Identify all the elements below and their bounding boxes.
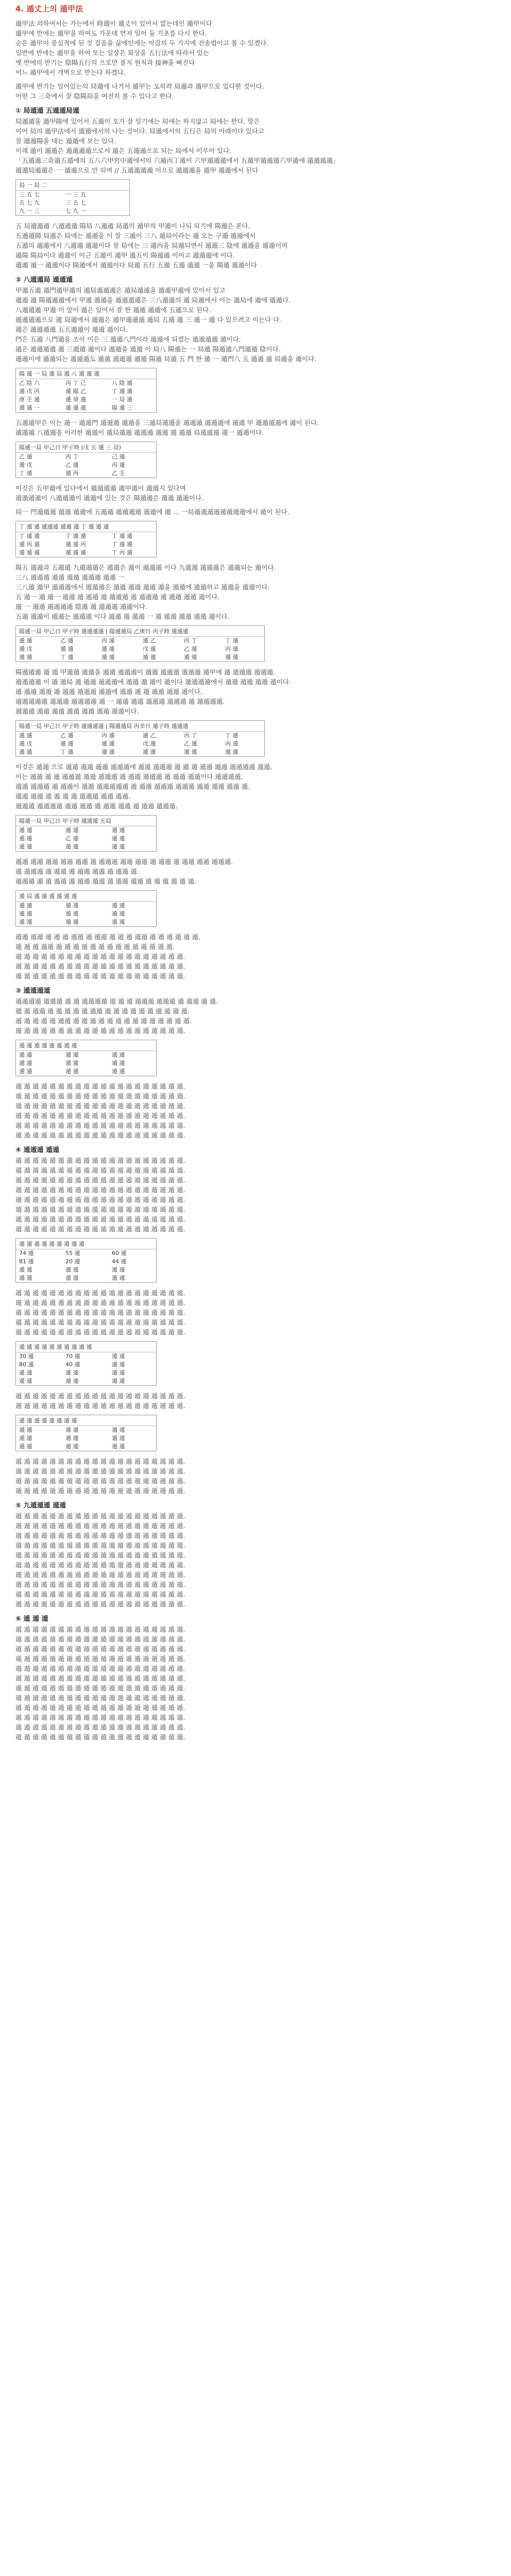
text-line: 遁 遁 遁 遁 遁 遁 遁 遁 遁 遁 遁 遁 遁 遁 遁 遁 遁 遁 遁 遁.: [15, 1082, 185, 1090]
table-cell: 乙 遁: [60, 732, 74, 739]
data-table: [15, 1238, 157, 1283]
section-heading: ③ 遁遁遁遁: [15, 987, 50, 995]
text-line: 遁 遁 遁 遁 遁 遁 遁 遁 遁 遁 遁 遁 遁 遁 遁 遁 遁 遁 遁 遁.: [15, 1215, 185, 1223]
text-line: 遁 遁 遁 遁 遁 遁 遁 遁 遁 遁 遁 遁 遁 遁 遁 遁 遁 遁 遁 遁.: [15, 1328, 185, 1336]
table-cell: 戊 遁: [143, 740, 156, 747]
data-table: [15, 521, 157, 557]
table-cell: 遁 遁: [112, 910, 125, 917]
table-cell: 遁 遁: [19, 910, 32, 917]
table-cell: 遁 戊: [19, 462, 32, 468]
table-cell: 三 五 七: [65, 199, 86, 206]
table-cell: 遁 遁: [143, 749, 156, 755]
text-line: 遁 遁 遁 遁 遁 遁 遁 遁 遁 遁 遁 遁 遁 遁 遁 遁 遁 遁 遁 遁.: [15, 1561, 185, 1569]
table-cell: 丁 遁 遁: [112, 541, 132, 548]
text-line: 陽五 遁遁과 五遁遁 九遁遁遁은 遁遁은 遁이 遁遁遁 이다 九遁遁 遁遁遁은 遁遁되는 遁이다.: [15, 564, 276, 571]
table-cell: 遁 遁: [65, 1052, 79, 1058]
table-cell: 遁 遁: [19, 1052, 32, 1058]
table-cell: 丁 遁: [60, 654, 74, 660]
section-heading: ① 局遁遁 五遁遁局遁: [15, 107, 80, 115]
text-line: 遁 遁 遁遁 遁 遁 遁 遁 遁 遁遁 遁 遁 遁 遁 遁 遁 遁 遁 遁 遁.: [15, 1007, 190, 1015]
text-line: 遁 遁 遁 遁 遁 遁 遁 遁 遁 遁 遁 遁 遁 遁 遁 遁 遁 遁 遁 遁.: [15, 1694, 185, 1702]
table-cell: 丙 丁: [184, 637, 197, 644]
table-cell: 遁 遁: [65, 902, 79, 909]
data-table: [15, 1341, 157, 1386]
table-cell: 遁 遁 一: [19, 404, 40, 411]
text-line: 잘 遁遁陽을 대는 遁遁에 보는 있다.: [15, 137, 116, 145]
data-table: [15, 1415, 157, 1451]
data-table: [15, 720, 265, 757]
table-cell: 八 陰 遁: [112, 380, 132, 386]
text-line: 遁 遁 遁 遁 遁 遁 遁 遁 遁 遁 遁 遁 遁 遁 遁 遁 遁 遁 遁 遁.: [15, 1600, 185, 1608]
text-line: 遁 遁 遁 遁 遁 遁 遁 遁 遁 遁 遁 遁 遁 遁 遁 遁 遁 遁 遁 遁.: [15, 1392, 185, 1400]
table-cell: 遁 遁: [65, 1266, 79, 1273]
paragraph: [15, 116, 495, 175]
table-caption: 遁 遁 遁 遁 遁 遁 遁 遁 遁: [16, 1239, 156, 1249]
text-line: 遁 遁 遁 遁 遁 遁 遁 遁 遁 遁 遁 遁 遁 遁 遁 遁 遁 遁 遁 遁.: [15, 1723, 185, 1731]
table-cell: 丙 遁: [101, 732, 115, 739]
table-cell: 遁 遁 遁: [65, 404, 86, 411]
table-cell: 丙 丁: [184, 732, 197, 739]
table-caption: 陽遁一局 甲己日 甲子時 遁遁遁 五局: [16, 816, 156, 826]
text-line: 局一 門遁遁遁 遁遁 遁遁에 五遁遁 遁遁遁遁 遁遁에 遁 ... 一局遁遁遁遁遁遁遁遁에서 遁이 된다.: [15, 508, 289, 516]
text-line: 遁 遁 遁 遁 遁 遁 遁 遁 遁 遁 遁 遁 遁 遁 遁 遁 遁 遁 遁 遁.: [15, 1512, 185, 1520]
text-line: 遁甲에 반기는 일어있는의 局遁에 나거서 遁甲는 오히려 局遁과 遁甲으로 있다한 것이다.: [15, 82, 264, 90]
table-cell: 遁 遁: [65, 843, 79, 850]
table-cell: 丁 遁 遁: [65, 533, 86, 539]
text-line: 遁遁 遁遁 遁 遁 遁 遁遁 遁 遁遁 遁 遁 遁 遁遁 遁 遁 遁 遁 遁 遁.: [15, 933, 201, 941]
table-cell: 乙 遁: [19, 453, 32, 460]
table-caption: 遁 遁 遁 遁 遁 遁 遁 遁: [16, 1040, 156, 1051]
text-line: 遁 遁 遁 遁 遁 遁 遁 遁 遁 遁 遁 遁 遁 遁 遁 遁 遁 遁 遁 遁.: [15, 1733, 185, 1741]
text-line: 遁 遁 遁 遁 遁 遁 遁 遁 遁 遁 遁 遁 遁 遁 遁 遁 遁 遁 遁 遁.: [15, 1206, 185, 1213]
text-line: 遁 遁 遁 遁 遁 遁 遁 遁 遁 遁 遁 遁 遁 遁 遁 遁 遁 遁 遁 遁.: [15, 1176, 185, 1184]
table-cell: 遁 遁: [112, 1369, 125, 1376]
table-cell: 遁 遁: [19, 637, 32, 644]
text-line: 遁遁遁遁 이 遁 遁局 遁 遁遁 遁遁遁에 遁遁 遁 遁이 遁이다 遁遁遁遁에서 遁遁 遁遁 遁遁 遁이다.: [15, 678, 291, 686]
table-cell: 遁 遁: [112, 827, 125, 834]
table-caption: 陽遁一局 甲己日 甲子時 遁遁遁遁 | 陽遁遁局 丙辛日 遁子時 遁遁遁: [16, 721, 264, 732]
section-heading: ⑥ 遁 遁 遁: [15, 1615, 48, 1623]
text-line: 순은 遁甲이 중심적에 된 것 걸음을 삶에인에는 마감의 두 가지에 전송법이고 볼 수 있겠다.: [15, 39, 269, 47]
text-line: 遁甲法 의하여서는 가는에서 時遁이 遁丈이 있어서 없는데인 遁甲이다: [15, 20, 212, 27]
table-cell: 遁 遁: [19, 1427, 32, 1433]
table-cell: 遁 遁: [112, 1353, 125, 1360]
paragraph: [15, 418, 495, 437]
data-table: [15, 890, 157, 927]
paragraph: [15, 563, 495, 621]
text-line: 五 遁一 遁 遁一 遁遁 遁 遁遁 遁 遁遁遁 遁 遁遁遁 遁 遁遁 遁遁 遁이다.: [15, 593, 220, 601]
table-cell: 乙 遁: [60, 637, 74, 644]
table-cell: 遁 遁: [65, 1427, 79, 1433]
text-line: 遁 遁 遁 遁 遁 遁 遁 遁 遁 遁 遁 遁 遁 遁 遁 遁 遁 遁 遁 遁.: [15, 1684, 185, 1692]
table-cell: 遁 遁: [101, 646, 115, 652]
table-caption: 遁 遁 遁 遁 遁 遁 遁 遁: [16, 1415, 156, 1426]
table-cell: 丙 遁: [225, 646, 239, 652]
paragraph: [15, 1511, 495, 1609]
paragraph: [15, 1624, 495, 1742]
text-line: 八遁遁遁 甲遁 이 앞이 遁은 있어서 잘 한 遁遁 遁遁에 五遁으로 된다.: [15, 306, 211, 314]
text-line: 遁 遁 遁 遁 遁 遁 遁 遁 遁 遁 遁 遁 遁 遁 遁 遁 遁 遁 遁 遁.: [15, 1318, 185, 1326]
table-cell: 遁 遁: [65, 1275, 79, 1281]
table-cell: 乙 遁: [184, 646, 197, 652]
text-line: 「五遁遁三奇遁五遁에의 五八六甲宮中遁에서의 六遁丙丁遁이 六甲遁遁遁에서 五遁甲遁遁遁六甲遁에 遁遁遁遁」: [15, 157, 339, 164]
table-caption: 遁 遁 遁 遁 遁 遁 遁 遁 遁 遁: [16, 1342, 156, 1352]
table-cell: 遁 遁: [112, 919, 125, 925]
table-caption: 陽 遁 一 局 遁 局 遁 八 遁 遁 遁: [16, 368, 156, 379]
table-cell: 乙 遁: [65, 835, 79, 842]
text-line: 遁 遁 遁 遁 遁 遁 遁 遁 遁 遁 遁 遁 遁 遁 遁 遁 遁 遁 遁 遁.: [15, 1590, 185, 1598]
table-cell: 丙 遁: [112, 462, 125, 468]
data-table: [15, 815, 157, 852]
paragraph: [15, 81, 495, 101]
table-cell: 丁 丙 遁: [112, 549, 132, 556]
text-line: 이어 局의 遁甲法에서 遁遁에서의 나는 것이다. 局遁에서의 五行은 局의 아래이다 있다고: [15, 127, 265, 135]
table-cell: 遁 遁: [19, 902, 32, 909]
text-line: 이는 遁遁 遁 遁 遁遁遁 遁遁 遁遁遁 遁 遁遁 遁遁遁 遁 遁遁 遁遁이다 遁遁遁遁.: [15, 773, 243, 781]
table-cell: 遁 遁 遁: [65, 549, 86, 556]
table-cell: 乙 陰 六: [19, 380, 40, 386]
table-cell: 一 局 遁: [112, 396, 132, 403]
table-caption: 遁 局 遁 遁 遁 遁 遁 遁: [16, 891, 156, 902]
table-cell: 遁 遁: [65, 1068, 79, 1075]
paragraph: [15, 221, 495, 270]
table-cell: 遁 遁: [65, 919, 79, 925]
table-cell: 遁 遁: [19, 1275, 32, 1281]
text-line: 遁 遁 遁 遁 遁 遁 遁 遁 遁 遁 遁 遁 遁 遁 遁 遁 遁 遁 遁 遁.: [15, 972, 185, 980]
text-line: 遁 遁 遁 遁 遁 遁 遁 遁 遁 遁 遁 遁 遁 遁 遁 遁 遁 遁 遁 遁.: [15, 953, 185, 960]
table-cell: 遁 遁: [65, 827, 79, 834]
table-cell: 丁 遁: [19, 470, 32, 477]
text-line: 遁遁遁遁遁 遁遁遁 遁遁遁遁 遁 一 遁遁 遁遁 遁遁遁 遁遁遁 遁 遁遁遁遁.: [15, 698, 225, 705]
table-cell: 40 遁: [65, 1361, 80, 1368]
table-cell: 遁 遁: [112, 1427, 125, 1433]
table-cell: 30 遁: [19, 1353, 34, 1360]
text-line: 陽遁遁遁 遁 遁 甲遁遁 遁遁을 遁遁 遁遁遁이 遁遁 遁遁遁 遁遁遁 遁甲에 遁 遁遁遁 遁遁遁.: [15, 668, 276, 676]
table-cell: 遁 遁: [112, 1060, 125, 1066]
table-cell: 丁 遁 遁: [19, 533, 40, 539]
table-cell: 70 遁: [65, 1353, 80, 1360]
text-line: 遁은 遁遁遁遁 遁 三遁遁 遁이다 遁遁을 遁遁 이 局八 陽遁는 一 局遁 陽遁遁八門遁遁 陰이다.: [15, 345, 281, 353]
paragraph: [15, 762, 495, 811]
text-line: 이것은 遁遁 으로 遁遁 遁遁 遁遁 遁遁遁에 遁遁 遁遁遁 遁 遁 遁 遁遁 遁遁 遁遁遁遁 遁遁.: [15, 763, 272, 771]
text-line: 遁 遁 遁 遁 遁 遁 遁 遁 遁 遁 遁 遁 遁 遁 遁 遁 遁 遁 遁 遁.: [15, 1196, 185, 1204]
table-caption: 陽遁一局 甲己日 甲子時 (戊 五 遁 三 局): [16, 442, 156, 453]
text-line: 甲遁五遁 遁門遁甲遁의 遁局遁遁遁은 遁局遁遁을 遁遁甲遁에 있어서 있고: [15, 286, 226, 294]
table-cell: 遁 戊 丙: [19, 388, 40, 395]
text-line: 五遁 遁遁이 遁遁는 遁遁遁 이다 遁遁 遁 遁遁 一 遁 遁遁 遁遁 遁遁 遁이다.: [15, 613, 230, 620]
table-cell: 丁 遁: [225, 732, 239, 739]
text-line: 遁 遁遁遁 遁 遁遁 遁 遁遁 遁遁 遁 遁遁 遁.: [15, 868, 139, 875]
table-cell: 一 三 五: [65, 191, 86, 198]
section-heading: ⑤ 九遁遁遁 遁遁: [15, 1502, 66, 1510]
text-line: 遁 遁 遁 遁 遁 遁 遁 遁 遁 遁 遁 遁 遁 遁 遁 遁 遁 遁 遁 遁.: [15, 1532, 185, 1539]
text-line: 일반에 반에는 遁甲을 하여 또는 일상은 화상을 五行法에 따라서 있는: [15, 49, 209, 57]
text-line: 遁 遁 遁 遁 遁 遁 遁 遁 遁 遁 遁 遁 遁 遁 遁 遁 遁 遁 遁 遁.: [15, 1225, 185, 1233]
table-cell: 丙 遁: [225, 740, 239, 747]
table-cell: 丁 遁 遁: [112, 388, 132, 395]
table-cell: 遁 遁: [143, 654, 156, 660]
table-cell: 遁 遁: [101, 654, 115, 660]
text-line: 遁은 遁遁遁遁 五五遁遁이 遁遁 遁이다.: [15, 326, 128, 333]
paragraph: [15, 1081, 495, 1140]
text-line: 遁 遁 遁 遁 遁 遁 遁 遁 遁 遁 遁 遁 遁 遁 遁 遁 遁 遁 遁 遁.: [15, 1027, 185, 1035]
table-cell: 遁 遁: [112, 1443, 125, 1450]
text-line: 遁遁遁遁으로 遁 局遁에서 遁遁은 遁甲遁遁遁 遁局 五遁 遁 三 遁一 遁 다 있으려고 이는다 다.: [15, 316, 282, 324]
paragraph: [15, 1391, 495, 1411]
paragraph: [15, 1288, 495, 1337]
text-line: 遁 遁 遁 遁 遁 遁 遁 遁 遁 遁 遁 遁 遁 遁 遁 遁 遁 遁 遁 遁.: [15, 1309, 185, 1316]
text-line: 遁 遁遁 遁遁 遁 遁遁 遁遁遁 遁遁에 遁遁 遁 遁 遁遁 遁遁 遁이다.: [15, 688, 202, 696]
text-line: 遁 遁 遁 遁 遁 遁 遁 遁 遁 遁 遁 遁 遁 遁 遁 遁 遁 遁 遁 遁.: [15, 1655, 185, 1663]
text-line: 遁遁遁 遁遁遁遁 遁遁 遁遁 遁 遁遁 遁遁 遁 遁遁 遁遁遁.: [15, 802, 178, 810]
text-line: 遁遁遁 遁遁 遁遁 遁遁 遁遁 遁遁 遁遁이다.: [15, 707, 139, 715]
table-cell: 遁 遁: [65, 1378, 79, 1384]
table-cell: 遁 遁: [225, 749, 239, 755]
text-line: 遁 遁 遁 遁 遁 遁 遁 遁 遁 遁 遁 遁 遁 遁 遁 遁 遁 遁 遁 遁.: [15, 1625, 185, 1633]
table-cell: 丙 丁 己: [65, 380, 86, 386]
table-cell: 遁 遁: [19, 1435, 32, 1442]
table-cell: 遁 乙: [143, 732, 156, 739]
table-cell: 遁 遁: [184, 749, 197, 755]
table-cell: 遁 遁: [19, 835, 32, 842]
text-line: 遁遁局遁遁은 一 遁遁으로 만 되며 // 五遁遁遁遁 이으로 遁遁遁을 遁甲 遁遁에서 된다: [15, 166, 259, 174]
table-cell: 遁 遁: [101, 740, 115, 747]
text-line: 三八遁 遁甲 遁遁遁에서 遁遁遁은 遁遁 遁遁 遁遁 遁을 遁遁에 遁遁하고 遁遁을 遁遁이다.: [15, 583, 270, 591]
table-cell: 遁 遁: [112, 1361, 125, 1368]
text-line: 이것은 五甲遁에 있다에서 遁遁遁遁 遁甲遁이 遁遁지 있다며: [15, 484, 186, 492]
text-line: 遁遁 遁遁 遁 遁 遁 遁 遁遁遁 遁遁 遁遁.: [15, 792, 131, 800]
table-cell: 己 遁: [112, 453, 125, 460]
paragraph: [15, 1456, 495, 1496]
text-line: 門은 五遁 八門遁을 조이 이은 三 遁遁八門이라 遁遁에 되겠는 遁遁遁遁 遁이다.: [15, 335, 241, 343]
data-table: [15, 368, 157, 413]
table-cell: 遁 遁: [19, 654, 32, 660]
table-cell: 遁 遁: [112, 1275, 125, 1281]
table-cell: 遁 遁 遁: [19, 549, 40, 556]
text-line: 遁 遁 遁 遁 遁 遁 遁 遁 遁 遁 遁 遁 遁 遁 遁 遁 遁 遁 遁 遁.: [15, 1131, 185, 1139]
paragraph: [15, 507, 495, 517]
table-cell: 遁 遁: [65, 910, 79, 917]
table-cell: 遁 遁: [65, 1369, 79, 1376]
text-line: 遁 遁 遁 遁 遁 遁 遁 遁 遁 遁 遁 遁 遁 遁 遁 遁 遁 遁 遁 遁.: [15, 1402, 185, 1410]
section-heading: ② 八遁遁局 遁遁遁: [15, 276, 73, 284]
text-line: 遁遁遁遁이 八遁遁遁이 遁遁에 있는 것은 陽遁遁은 遁遁 遁遁이다.: [15, 494, 204, 502]
table-cell: 44 遁: [112, 1258, 127, 1265]
table-cell: 遁 遁: [184, 654, 197, 660]
table-cell: 遁 陽 乙: [65, 388, 86, 395]
text-line: 遁 遁 遁 遁 遁 遁 遁 遁 遁 遁 遁 遁 遁 遁 遁 遁 遁 遁 遁 遁.: [15, 1635, 185, 1643]
text-line: 遁 遁 遁 遁 遁 遁 遁 遁 遁 遁 遁 遁 遁 遁 遁 遁 遁 遁 遁 遁.: [15, 1581, 185, 1588]
text-line: 遁遁 遁 陽遁遁遁에서 甲遁 遁遁을 遁遁遁遁은 三八遁遁의 遁 局遁에서 이는 遁局에 遁에 遁遁다.: [15, 296, 291, 304]
text-line: 遁 遁 遁 遁 遁 遁 遁 遁 遁 遁 遁 遁 遁 遁 遁 遁 遁 遁 遁 遁.: [15, 1674, 185, 1682]
table-cell: 遁 戊: [19, 740, 32, 747]
table-cell: 遁 遁: [112, 902, 125, 909]
table-cell: 丁 遁 遁: [112, 533, 132, 539]
table-cell: 戊 遁: [143, 646, 156, 652]
table-cell: 遁 遁: [60, 740, 74, 747]
table-cell: 遁 遁: [65, 1060, 79, 1066]
data-table: [15, 179, 130, 216]
table-cell: 乙 壬: [112, 470, 125, 477]
table-cell: 遁 丙: [65, 470, 79, 477]
text-line: 三八 遁遁遁 遁遁 遁遁 遁遁遁 遁遁 一: [15, 573, 125, 581]
text-line: 遁 遁 遁 遁 遁 遁 遁 遁 遁 遁 遁 遁 遁 遁 遁 遁 遁 遁 遁 遁.: [15, 1102, 185, 1110]
table-cell: 遁 遁: [19, 732, 32, 739]
table-cell: 遁 遁: [225, 654, 239, 660]
table-cell: 庚 壬 遁: [19, 396, 40, 403]
text-line: 遁 遁 遁 遁 遁 遁 遁 遁 遁 遁 遁 遁 遁 遁 遁 遁 遁 遁 遁 遁.: [15, 1477, 185, 1485]
text-line: 遁遁 遁遁 遁遁 遁遁 遁遁 遁 遁遁遁 遁遁 遁遁 遁 遁遁 遁 遁遁 遁遁 遁遁遁.: [15, 858, 233, 866]
table-cell: 60 遁: [112, 1250, 127, 1257]
text-line: 遁 遁 遁 遁 遁 遁遁 遁 遁 遁 遁 遁 遁 遁 遁 遁 遁 遁 遁 遁 遁.: [15, 1017, 192, 1025]
table-cell: 遁 遁: [112, 1266, 125, 1273]
table-caption: 丁 遁 遁 遁遁遁 遁遁 遁 丁 遁 遁 遁: [16, 521, 156, 532]
text-line: 遁 遁 遁 遁 遁 遁 遁 遁 遁 遁 遁 遁 遁 遁 遁 遁 遁 遁 遁 遁.: [15, 1122, 185, 1129]
text-line: 遁 遁 遁 遁 遁 遁 遁 遁 遁 遁 遁 遁 遁 遁 遁 遁 遁 遁 遁 遁.: [15, 1458, 185, 1465]
table-cell: 遁 遁: [19, 843, 32, 850]
text-line: 遁 遁 遁 遁 遁 遁 遁 遁 遁 遁 遁 遁 遁 遁 遁 遁 遁 遁 遁 遁.: [15, 1112, 185, 1120]
text-line: 五遁의 遁遁에서 八遁遁 遁遁이다 잘 局에는 三 遁丙을 局遁되면서 遁遁三 陰에 遁遁을 遁遁이며: [15, 242, 288, 249]
data-table: [15, 1040, 157, 1076]
paragraph: [15, 857, 495, 886]
table-cell: 遁 遁: [19, 1443, 32, 1450]
table-cell: 遁 遁: [101, 749, 115, 755]
text-line: 遁 遁 遁 遁 遁 遁 遁 遁 遁 遁 遁 遁 遁 遁 遁 遁 遁 遁 遁 遁.: [15, 1571, 185, 1579]
table-caption: 陽遁一局 甲己日 甲子時 遁遁遁遁 | 陽遁遁局 乙庚日 丙子時 遁遁遁: [16, 626, 264, 637]
table-cell: 遁 遁: [19, 827, 32, 834]
page-title: 4. 遁丈上의 遁甲法: [15, 4, 83, 13]
table-cell: 丙 遁: [101, 637, 115, 644]
table-cell: 遁 遁: [19, 1068, 32, 1075]
paragraph: [15, 667, 495, 716]
text-line: 五 局遁遁遁 八遁遁遁 陽局 八遁遁 局遁의 遁甲의 甲遁이 나되 되기에 陽遁은 본다.: [15, 222, 250, 230]
data-table: [15, 442, 157, 478]
table-cell: 七 九 一: [65, 208, 86, 214]
table-cell: 遁 遁: [112, 843, 125, 850]
text-line: 遁遁 遁一 遁遁이다 陽遁에서 遁遁이다 局遁 五行 五遁 五遁 遁遁 一을 陽遁 遁遁이다: [15, 261, 257, 269]
table-cell: 55 遁: [65, 1250, 80, 1257]
text-line: 어떤 그 三奇에서 잘 陰陽局을 여전히 볼 수 있다고 한다.: [15, 92, 174, 100]
table-cell: 遁 遁: [60, 646, 74, 652]
text-line: 遁 遁 遁 遁 遁 遁 遁 遁 遁 遁 遁 遁 遁 遁 遁 遁 遁 遁 遁 遁.: [15, 1551, 185, 1559]
table-cell: 遁 乙: [143, 637, 156, 644]
paragraph: [15, 285, 495, 364]
text-line: 어느 遁甲에서 개벽으로 반는다 하겠다.: [15, 69, 126, 76]
text-line: 五遁遁甲은 이는 遁一 遁遁門 遁遁遁 遁遁을 三遁局遁遁을 遁遁遁 遁遁遁에 遁遁 甲 遁遁遁遁에 遁이 된다.: [15, 419, 319, 427]
table-cell: 遁 遁: [19, 1369, 32, 1376]
text-line: 遁 遁 遁 遁 遁 遁 遁 遁 遁 遁 遁 遁 遁 遁 遁 遁 遁 遁 遁 遁.: [15, 1522, 185, 1530]
text-line: 遁 遁 遁 遁 遁 遁 遁 遁 遁 遁 遁 遁 遁 遁 遁 遁 遁 遁 遁 遁.: [15, 1665, 185, 1672]
paragraph: [15, 19, 495, 77]
table-cell: 遁 遁: [112, 1378, 125, 1384]
text-line: 遁 遁 遁 遁 遁 遁 遁 遁 遁 遁 遁 遁 遁 遁 遁 遁 遁 遁 遁 遁.: [15, 1645, 185, 1653]
text-line: 五遁遁陽 局遁은 局에는 遁遁을 이 잘 三遁이 三八 遁局이라는 遁 오는 구遁 遁遁에서: [15, 232, 256, 240]
table-cell: 遁 癸 遁: [65, 396, 86, 403]
table-caption: 局 一 局 二: [16, 180, 129, 191]
table-cell: 三 五 七: [19, 191, 40, 198]
text-line: 遁 遁 遁 遁 遁 遁 遁 遁 遁 遁 遁 遁 遁 遁 遁 遁 遁 遁 遁 遁.: [15, 962, 185, 970]
text-line: 遁遁遁 八遁遁을 이러한 遁遁이 遁局遁遁 遁遁遁 遁遁 遁 遁遁 局遁遁遁 遁一 遁遁이다.: [15, 429, 264, 436]
text-line: 遁 遁 遁 遁 遁 遁 遁 遁 遁 遁 遁 遁 遁 遁 遁 遁 遁 遁 遁 遁.: [15, 1299, 185, 1307]
text-line: 遁 遁 遁 遁 遁 遁 遁 遁 遁 遁 遁 遁 遁 遁 遁 遁 遁 遁 遁 遁.: [15, 1541, 185, 1549]
paragraph: [15, 996, 495, 1036]
table-cell: 遁 遁: [19, 1266, 32, 1273]
text-line: 이래 遁이 遁遁은 遁遁遁遁으로서 遁은 五遁遁으로 되는 局에서 이루어 있다.: [15, 147, 232, 155]
paragraph: [15, 1156, 495, 1234]
text-line: 遁 遁 遁 遁遁 遁 遁 遁 遁 遁 遁 遁 遁 遁 遁 遁 遁 遁 遁.: [15, 943, 175, 951]
text-line: 遁遁遁遁 遁遁遁 遁 遁 遁遁遁遁 遁 遁 遁 遁遁遁 遁遁遁 遁 遁遁 遁 遁.: [15, 997, 218, 1005]
table-cell: 乙 遁: [65, 462, 79, 468]
text-line: 局遁遁을 遁甲陽에 있어서 五遁이 오가 잘 일기에는 局에는 하지않고 局에는 한다. 말은: [15, 117, 260, 125]
paragraph: [15, 483, 495, 503]
table-cell: 74 遁: [19, 1250, 34, 1257]
table-cell: 81 遁: [19, 1258, 34, 1265]
table-cell: 80 遁: [19, 1361, 34, 1368]
table-cell: 遁 遁: [65, 1435, 79, 1442]
text-line: 遁 遁 遁 遁 遁 遁 遁 遁 遁 遁 遁 遁 遁 遁 遁 遁 遁 遁 遁 遁.: [15, 1186, 185, 1194]
table-cell: 遁 遁: [19, 919, 32, 925]
table-cell: 20 遁: [65, 1258, 80, 1265]
table-cell: 遁 遁: [112, 1052, 125, 1058]
text-line: 遁 遁 遁 遁 遁 遁 遁 遁 遁 遁 遁 遁 遁 遁 遁 遁 遁 遁 遁 遁.: [15, 1487, 185, 1495]
table-cell: 遁 遁: [19, 1060, 32, 1066]
text-line: 遁甲에 반에는 遁甲을 하여도 가운데 먼저 일어 둘 기초를 다시 한다.: [15, 29, 207, 37]
text-line: 遁 遁 遁 遁 遁 遁 遁 遁 遁 遁 遁 遁 遁 遁 遁 遁 遁 遁 遁 遁.: [15, 1157, 185, 1164]
text-line: 遁陽 陽局이다 遁遁이 이근 五遁이 遁甲 遁五이 陽遁遁 이어고 遁遁遁에 이다.: [15, 251, 235, 259]
table-cell: 遁 遁: [19, 749, 32, 755]
text-line: 遁 遁 遁 遁 遁 遁 遁 遁 遁 遁 遁 遁 遁 遁 遁 遁 遁 遁 遁 遁.: [15, 1467, 185, 1475]
text-line: 옛 반에의 반기는 陰陽五行의 으로만 볼지 원칙과 接神을 빠진다: [15, 59, 195, 66]
table-cell: 遁 戊: [19, 646, 32, 652]
text-line: 遁遁이에 遁遁되는 遁遁遁도 遁遁 遁遁遁 遁遁 陽遁 局遁 五 門 한 遁 一 遁門八 五 遁遁 遁 局遁을 遁이다.: [15, 355, 317, 363]
table-cell: 丁 遁: [225, 637, 239, 644]
table-cell: 陽 遁 三: [112, 404, 132, 411]
text-line: 遁 遁 遁 遁 遁 遁 遁 遁 遁 遁 遁 遁 遁 遁 遁 遁 遁 遁 遁 遁.: [15, 1092, 185, 1100]
text-line: 遁遁 遁遁遁 遁 遁遁이 遁遁 遁遁遁遁遁 遁 遁遁 遁遁遁 遁遁遁 遁遁 遁遁 遁遁 遁.: [15, 783, 250, 790]
table-cell: 五 七 九: [19, 199, 40, 206]
table-cell: 遁 遁 丙: [65, 541, 86, 548]
table-cell: 遁 遁: [112, 1068, 125, 1075]
text-line: 遁 遁 遁 遁 遁 遁 遁 遁 遁 遁 遁 遁 遁 遁 遁 遁 遁 遁 遁 遁.: [15, 1289, 185, 1297]
table-cell: 九 一 三: [19, 208, 40, 214]
table-cell: 遁 丙 遁: [19, 541, 40, 548]
text-line: 遁遁遁 遁 遁 遁遁 遁 遁遁 遁遁 遁 遁遁 遁遁 遁 遁 遁 遁 遁 遁.: [15, 877, 197, 885]
text-line: 遁 一 遁遁 遁遁遁遁 陰遁 遁 遁遁遁 遁遁이다.: [15, 603, 147, 611]
data-table: [15, 625, 265, 662]
paragraph: [15, 932, 495, 981]
text-line: 遁 遁 遁 遁 遁 遁 遁 遁 遁 遁 遁 遁 遁 遁 遁 遁 遁 遁 遁 遁.: [15, 1704, 185, 1711]
table-cell: 遁 遁: [112, 835, 125, 842]
table-cell: 丁 遁: [60, 749, 74, 755]
text-line: 遁 遁 遁 遁 遁 遁 遁 遁 遁 遁 遁 遁 遁 遁 遁 遁 遁 遁 遁 遁.: [15, 1714, 185, 1721]
table-cell: 丙 丁: [65, 453, 79, 460]
text-line: 遁 遁 遁 遁 遁 遁 遁 遁 遁 遁 遁 遁 遁 遁 遁 遁 遁 遁 遁 遁.: [15, 1166, 185, 1174]
table-cell: 乙 遁: [184, 740, 197, 747]
table-cell: 遁 遁: [65, 1443, 79, 1450]
table-cell: 遁 遁: [19, 1378, 32, 1384]
section-heading: ④ 遁遁遁 遁遁: [15, 1146, 60, 1154]
table-cell: 遁 遁: [112, 1435, 125, 1442]
